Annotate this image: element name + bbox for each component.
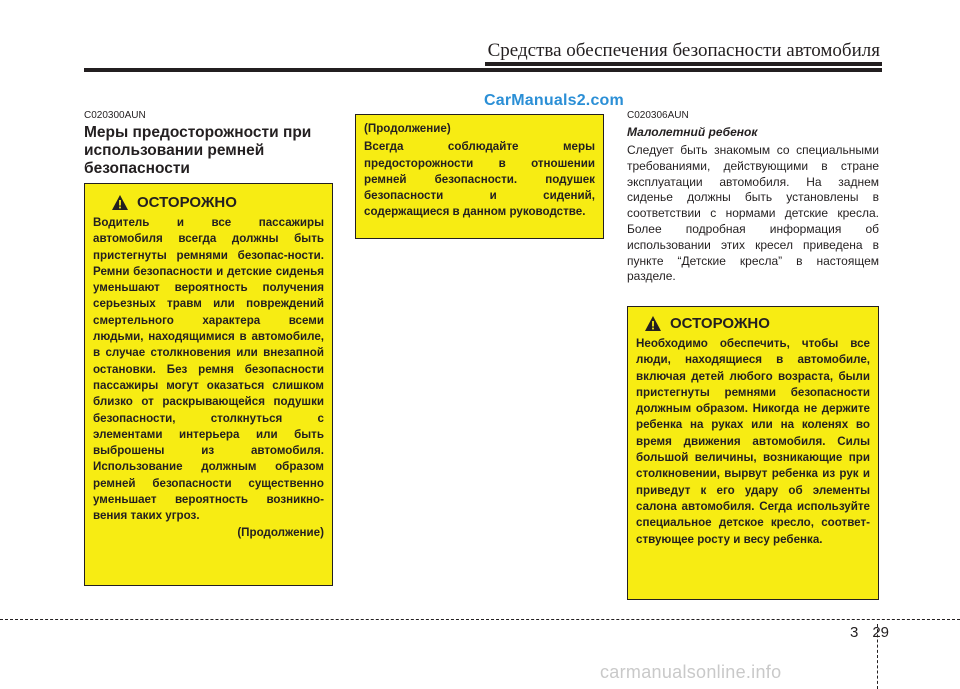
page-number-value: 29 — [872, 624, 890, 641]
warning-box-children — [627, 306, 879, 600]
subsection-title: Малолетний ребенок — [627, 125, 758, 139]
page-title: Меры предосторожности при использовании ремней безопасности — [84, 124, 312, 177]
continued-label: (Продолжение) — [237, 525, 324, 539]
header-rule-accent — [485, 62, 882, 66]
warning-triangle-icon — [111, 194, 129, 211]
warning-text: Необходимо обеспечить, чтобы все люди, находящиеся в автомобиле, включая детей любого возраста, были пристегнуты ремнями безопасности должным образом. Никогда не держите ребенка на руках или на коленях во время движения автомобиля. Силы большой величины, возникающие при столкновении, вырвут ребенка из рук и приведут к его удару об элементы салона автомобиля. Сегда используйте специальное детское кресло, соответ-ствующее росту и весу ребенка. — [636, 337, 870, 546]
section-header-title: Средства обеспечения безопасности автомобиля — [487, 40, 880, 61]
warning-heading-label: ОСТОРОЖНО — [670, 315, 770, 332]
warning-text: Водитель и все пассажиры автомобиля всегда должны быть пристегнуты ремнями безопас-ности. Ремни безопасности и детские сиденья уменьшают вероятность получения серьезных травм или повреждений смертельного характера всеми людьми, находящимися в автомобиле, в случае столкновения или внезапной остановки. Без ремня безопасности пассажиры могут оказаться слишком близко от раскрывающейся подушки безопасности, столкнуться с элементами интерьера или быть выброшены из автомобиля. Использование должным образом ремней безопасности существенно уменьшает вероятность возникно-вения таких угроз. — [93, 216, 324, 523]
watermark-top-link[interactable]: CarManuals2.com — [484, 92, 624, 109]
warning-triangle-icon — [644, 315, 662, 332]
warning-heading — [93, 194, 324, 211]
right-section-code: C020306AUN — [627, 110, 689, 121]
left-section-code: C020300AUN — [84, 110, 146, 121]
watermark-bottom: carmanualsonline.info — [600, 662, 782, 682]
warning-heading-label: ОСТОРОЖНО — [137, 194, 237, 211]
page-number — [850, 624, 889, 641]
continued-text: Всегда соблюдайте меры предосторожности в отношении ремней безопасности. подушек безопасности и сидений, содержащиеся в данном руководстве. — [364, 140, 595, 219]
continued-box — [355, 114, 604, 239]
header-rule — [84, 68, 882, 72]
footer-dashed-rule — [0, 619, 960, 620]
warning-box-seatbelts — [84, 183, 333, 586]
chapter-number: 3 — [850, 624, 859, 641]
warning-heading — [636, 315, 870, 332]
body-paragraph: Следует быть знакомым со специальными требованиями, действующими в стране эксплуатации автомобиля. На заднем сиденье должны быть установлены в соответствии с нормами детские кресла. Более подробная информация об использовании этих кресел приведена в пункте “Детские кресла” в настоящем разделе. — [627, 143, 879, 284]
continued-heading: (Продолжение) — [364, 122, 451, 135]
